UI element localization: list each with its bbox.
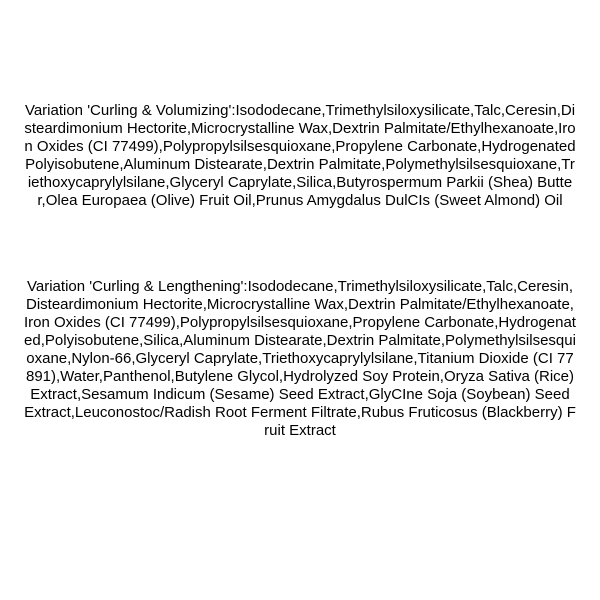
variation-curling-lengthening-ingredients: Variation 'Curling & Lengthening':Isododecane,Trimethylsiloxysilicate,Talc,Ceresin,Disteardimonium Hectorite,Microcrystalline Wax,Dextrin Palmitate/Ethylhexanoate,Iron Oxides (CI 77499),Polypropylsilsesquioxane,Propylene Carbonate,Hydrogenated,Polyisobutene,Silica,Aluminum Distearate,Dextrin Palmitate,Polymethylsilsesquioxane,Nylon-66,Glyceryl Caprylate,Triethoxycaprylylsilane,Titanium Dioxide (CI 77891),Water,Panthenol,Butylene Glycol,Hydrolyzed Soy Protein,Oryza Sativa (Rice) Extract,Sesamum Indicum (Sesame) Seed Extract,GlyCIne Soja (Soybean) Seed Extract,Leuconostoc/Radish Root Ferment Filtrate,Rubus Fruticosus (Blackberry) Fruit Extract <box>24 278 576 439</box>
variation-curling-volumizing-ingredients: Variation 'Curling & Volumizing':Isododecane,Trimethylsiloxysilicate,Talc,Ceresin,Disteardimonium Hectorite,Microcrystalline Wax,Dextrin Palmitate/Ethylhexanoate,Iron Oxides (CI 77499),Polypropylsilsesquioxane,Propylene Carbonate,Hydrogenated Polyisobutene,Aluminum Distearate,Dextrin Palmitate,Polymethylsilsesquioxane,Triethoxycaprylylsilane,Glyceryl Caprylate,Silica,Butyrospermum Parkii (Shea) Butter,Olea Europaea (Olive) Fruit Oil,Prunus Amygdalus DulCIs (Sweet Almond) Oil <box>24 102 576 209</box>
